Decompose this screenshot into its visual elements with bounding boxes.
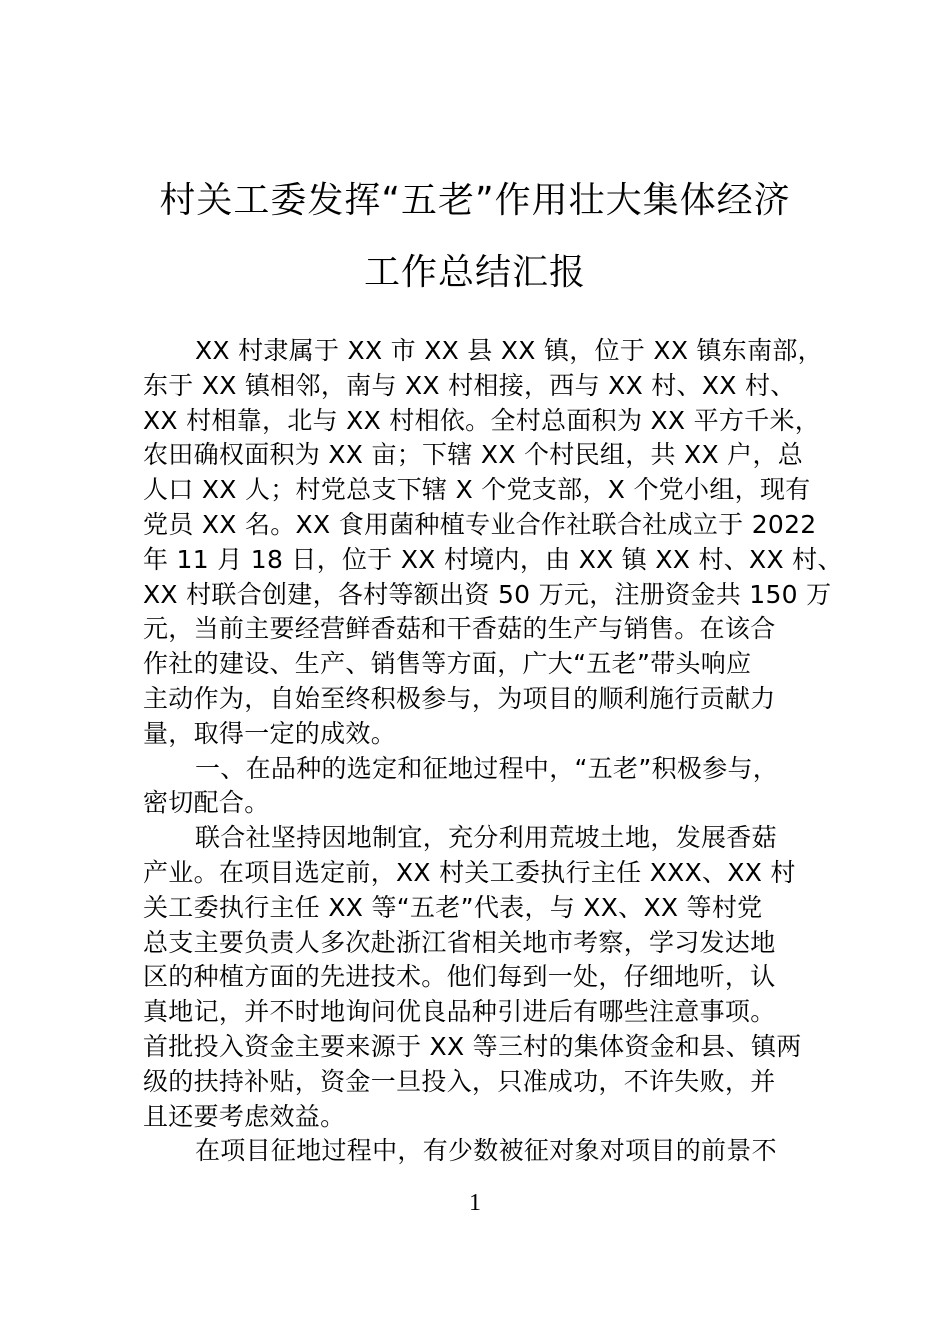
text-line: XX 村隶属于 XX 市 XX 县 XX 镇，位于 XX 镇东南部， <box>195 336 823 365</box>
text-line: XX 村相靠，北与 XX 村相依。全村总面积为 XX 平方千米， <box>143 405 821 435</box>
text-line: 年 11 月 18 日，位于 XX 村境内，由 XX 镇 XX 村、XX 村、 <box>143 544 843 574</box>
paragraph <box>143 752 843 822</box>
text-line: 东于 XX 镇相邻，南与 XX 村相接，西与 XX 村、XX 村、 <box>143 370 796 400</box>
text-line: 在项目征地过程中，有少数被征对象对项目的前景不 <box>195 1136 777 1166</box>
text-line: 总支主要负责人多次赴浙江省相关地市考察，学习发达地 <box>143 927 776 957</box>
text-line: 区的种植方面的先进技术。他们每到一处，仔细地听，认 <box>143 962 776 992</box>
text-line: 主动作为，自始至终积极参与，为项目的顺利施行贡献力 <box>143 683 776 713</box>
text-line: 量，取得一定的成效。 <box>143 718 397 748</box>
text-line: 产业。在项目选定前，XX 村关工委执行主任 XXX、XX 村 <box>143 857 796 887</box>
text-line: 级的扶持补贴，资金一旦投入，只准成功，不许失败，并 <box>143 1066 776 1096</box>
document-title-line-2: 工作总结汇报 <box>363 252 586 293</box>
paragraph <box>143 821 843 1134</box>
text-line: 真地记，并不时地询问优良品种引进后有哪些注意事项。 <box>143 997 776 1027</box>
text-line: 作社的建设、生产、销售等方面，广大“五老”带头响应 <box>143 649 752 679</box>
text-line: 人口 XX 人；村党总支下辖 X 个党支部，X 个党小组，现有 <box>143 475 811 505</box>
paragraph <box>143 334 843 752</box>
paragraph <box>143 1134 843 1169</box>
text-line: 联合社坚持因地制宜，充分利用荒坡土地，发展香菇 <box>195 823 777 853</box>
text-line: 党员 XX 名。XX 食用菌种植专业合作社联合社成立于 2022 <box>143 509 817 539</box>
text-line: 首批投入资金主要来源于 XX 等三村的集体资金和县、镇两 <box>143 1031 802 1061</box>
text-line: 一、在品种的选定和征地过程中，“五老”积极参与， <box>195 753 779 783</box>
text-line: XX 村联合创建，各村等额出资 50 万元，注册资金共 150 万 <box>143 579 832 609</box>
text-line: 农田确权面积为 XX 亩；下辖 XX 个村民组，共 XX 户，总 <box>143 440 804 470</box>
document-title-line-1: 村关工委发挥“五老”作用壮大集体经济 <box>159 180 791 221</box>
page-number: 1 <box>469 1190 481 1216</box>
text-line: 且还要考虑效益。 <box>143 1101 346 1131</box>
text-line: 关工委执行主任 XX 等“五老”代表，与 XX、XX 等村党 <box>143 892 763 922</box>
document-body <box>143 334 843 1169</box>
text-line: 密切配合。 <box>143 788 270 818</box>
text-line: 元，当前主要经营鲜香菇和干香菇的生产与销售。在该合 <box>143 614 776 644</box>
